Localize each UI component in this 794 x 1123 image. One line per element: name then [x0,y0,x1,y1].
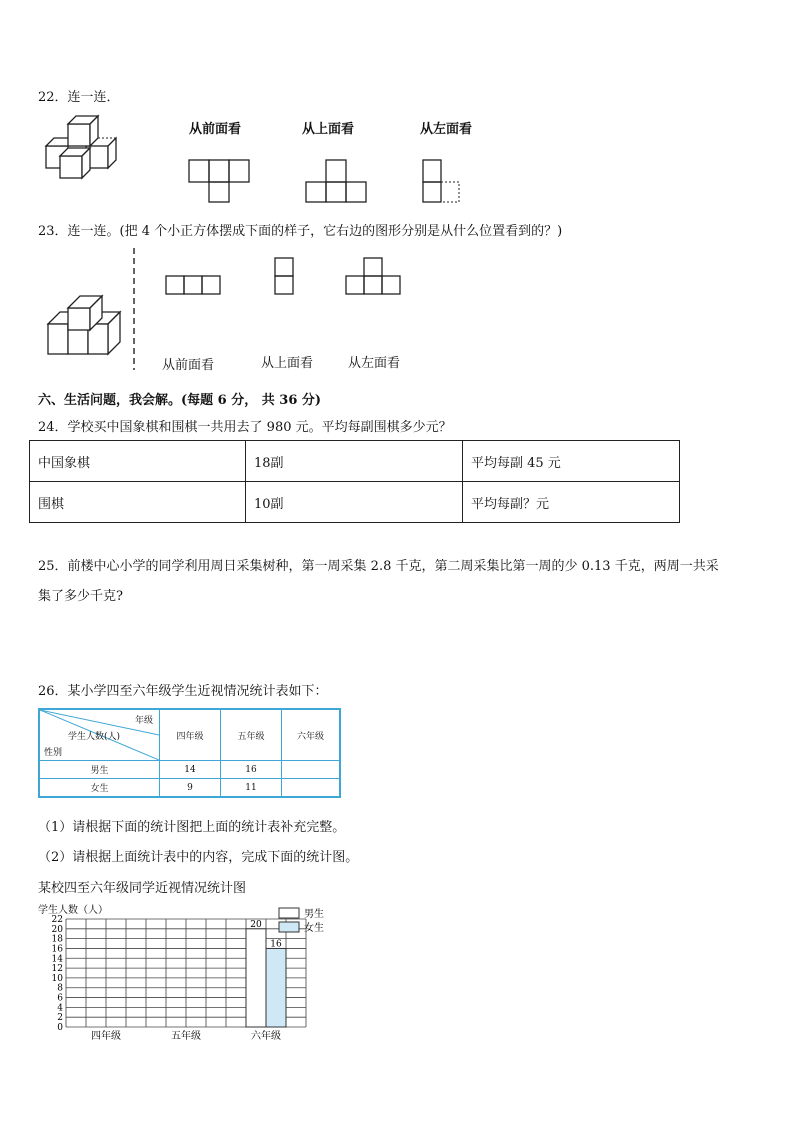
table-row [39,761,340,779]
q23-cube-figure [44,292,128,358]
table-row [39,709,340,761]
q26-title: 26．某小学四至六年级学生近视情况统计表如下： [38,684,328,699]
row-label: 女生 [39,779,160,798]
legend-swatch [279,908,299,918]
table-cell: 14 [160,761,221,779]
q24-cell: 平均每副？元 [463,482,680,523]
y-tick-label: 2 [57,1013,63,1024]
x-category-label: 五年级 [171,1031,201,1042]
q26-table [38,708,341,798]
legend-label: 男生 [304,909,324,920]
q24-cell: 平均每副 45 元 [463,441,680,482]
legend-label: 女生 [304,923,324,934]
q23-view-left: 从左面看 [348,356,401,371]
y-tick-label: 16 [51,944,63,955]
chart-title: 某校四至六年级同学近视情况统计图 [38,881,247,896]
q24-cell: 中国象棋 [30,441,246,482]
q26-sub2: （2）请根据上面统计表中的内容，完成下面的统计图。 [38,850,359,865]
y-tick-label: 18 [51,934,63,945]
table-cell [282,779,341,798]
q23-title: 23．连一连。(把 4 个小正方体摆成下面的样子，它右边的图形分别是从什么位置看到的？) [38,224,563,239]
legend-swatch [279,922,299,932]
data-label: 20 [250,919,262,930]
table-row [30,441,680,482]
section6-title: 六、生活问题，我会解。(每题 6 分， 共 36 分) [38,393,322,408]
y-tick-label: 10 [51,973,63,984]
q26-sub1: （1）请根据下面的统计图把上面的统计表补充完整。 [38,820,346,835]
y-tick-label: 22 [51,915,63,925]
corner-mid-label: 学生人数(人) [68,732,121,742]
dashed-separator [130,248,138,370]
corner-top-label: 年级 [134,716,153,726]
q22-title: 22．连一连． [38,90,120,105]
q23-view-front: 从前面看 [162,358,215,373]
q22-cube-figure [42,112,126,184]
table-row [39,779,340,798]
q22-view-front: 从前面看 [189,122,242,137]
q24-title: 24．学校买中国象棋和围棋一共用去了 980 元。平均每副围棋多少元？ [38,420,452,435]
column-header: 五年级 [221,709,282,761]
q24-cell: 10副 [246,482,463,523]
y-axis-label: 学生人数（人） [38,905,108,916]
q23-view-top: 从上面看 [261,356,314,371]
q25-line2: 集了多少千克? [38,589,123,604]
y-tick-label: 20 [51,924,63,935]
row-label: 男生 [39,761,160,779]
bar-girls [266,948,286,1027]
table-cell: 16 [221,761,282,779]
table-cell [282,761,341,779]
column-header: 四年级 [160,709,221,761]
q22-view-left: 从左面看 [420,122,473,137]
column-header: 六年级 [282,709,341,761]
q22-view-shapes [186,155,486,207]
q24-cell: 18副 [246,441,463,482]
table-cell: 9 [160,779,221,798]
bar-boys [246,929,266,1027]
y-tick-label: 8 [57,983,63,994]
data-label: 16 [270,939,282,950]
myopia-bar-chart [36,900,346,1045]
table-row [30,482,680,523]
table-cell: 11 [221,779,282,798]
y-tick-label: 14 [51,954,63,965]
corner-header-cell [39,709,160,761]
y-tick-label: 12 [51,964,63,975]
y-tick-label: 0 [57,1023,63,1033]
q24-cell: 围棋 [30,482,246,523]
q24-table [29,440,680,523]
y-tick-label: 4 [57,1003,63,1014]
q23-view-shapes [160,255,410,297]
x-category-label: 四年级 [91,1031,121,1042]
q22-view-top: 从上面看 [302,122,355,137]
corner-bottom-label: 性别 [44,748,63,758]
x-category-label: 六年级 [251,1031,281,1042]
q25-line1: 25．前楼中心小学的同学利用周日采集树种，第一周采集 2.8 千克，第二周采集比第一周的少 0.13 千克，两周一共采 [38,559,719,574]
y-tick-label: 6 [57,993,63,1004]
